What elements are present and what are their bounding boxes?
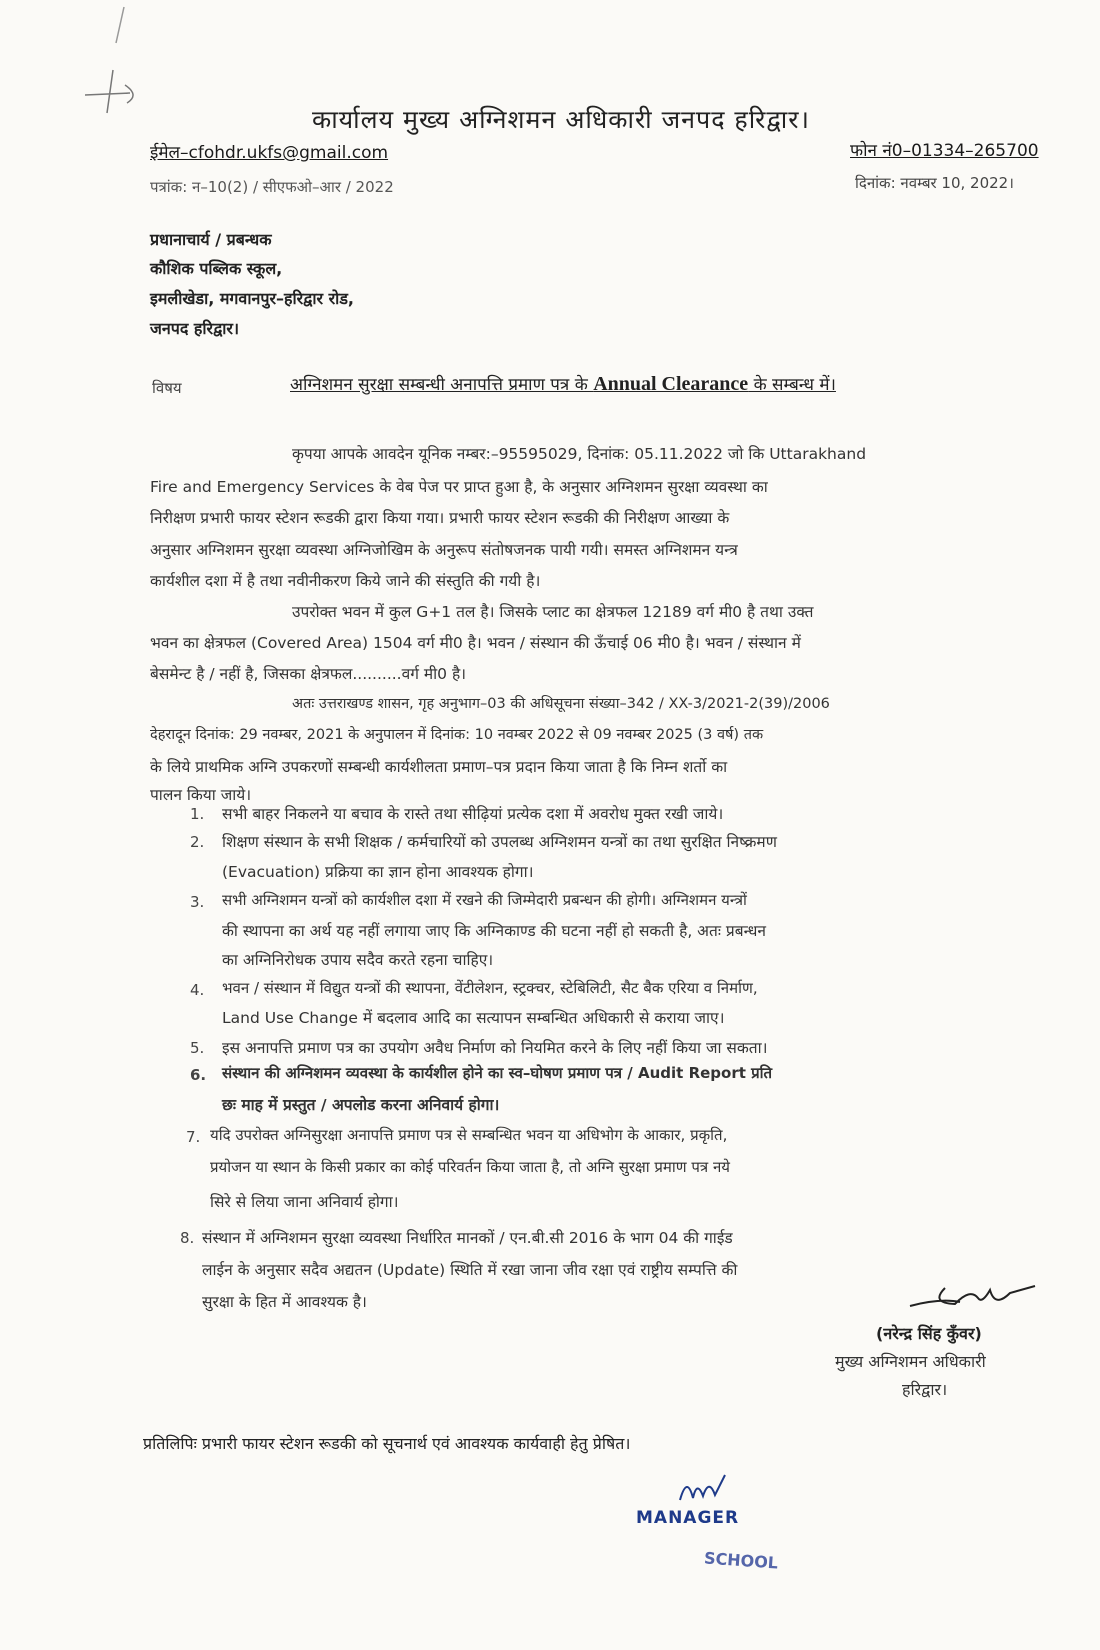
paragraph-line: बेसमेन्ट है / नहीं है, जिसका क्षेत्रफल..........वर्ग मी0 है। bbox=[150, 665, 467, 683]
paragraph-line: निरीक्षण प्रभारी फायर स्टेशन रूडकी द्वारा किया गया। प्रभारी फायर स्टेशन रूडकी की निरीक्षण आख्या के bbox=[150, 509, 730, 527]
paragraph-line: भवन का क्षेत्रफल (Covered Area) 1504 वर्ग मी0 है। भवन / संस्थान की ऊँचाई 06 मी0 है। भवन / संस्थान में bbox=[150, 634, 801, 652]
addressee-line: इमलीखेडा, मगवानपुर–हरिद्वार रोड, bbox=[150, 289, 354, 308]
paragraph-line: अतः उत्तराखण्ड शासन, गृह अनुभाग–03 की अधिसूचना संख्या–342 / XX-3/2021-2(39)/2006 bbox=[292, 696, 830, 712]
condition-number: 2. bbox=[190, 833, 205, 851]
signatory-designation: मुख्य अग्निशमन अधिकारी bbox=[835, 1352, 986, 1371]
addressee-line: जनपद हरिद्वार। bbox=[150, 319, 240, 338]
office-email: ईमेल–cfohdr.ukfs@gmail.com bbox=[150, 143, 389, 163]
condition-line: यदि उपरोक्त अग्निसुरक्षा अनापत्ति प्रमाण पत्र से सम्बन्धित भवन या अधिभोग के आकार, प्रकृति, bbox=[210, 1126, 728, 1144]
paragraph-line: कार्यशील दशा में है तथा नवीनीकरण किये जाने की संस्तुति की गयी है। bbox=[150, 572, 541, 590]
subject-part: के सम्बन्ध में। bbox=[748, 375, 836, 395]
condition-line: इस अनापत्ति प्रमाण पत्र का उपयोग अवैध निर्माण को नियमित करने के लिए नहीं किया जा सकता। bbox=[222, 1039, 768, 1057]
condition-line: भवन / संस्थान में विद्युत यन्त्रों की स्थापना, वेंटीलेशन, स्ट्रक्चर, स्टेबिलिटी, सैट बैक एरिया व निर्माण, bbox=[222, 979, 758, 997]
addressee-line: प्रधानाचार्य / प्रबन्धक bbox=[150, 230, 272, 249]
condition-line: (Evacuation) प्रक्रिया का ज्ञान होना आवश्यक होगा। bbox=[222, 863, 534, 881]
subject-part: अग्निशमन सुरक्षा सम्बन्धी अनापत्ति प्रमाण पत्र के bbox=[290, 375, 594, 395]
stamp-signature-icon bbox=[675, 1470, 735, 1510]
paragraph-line: देहरादून दिनांक: 29 नवम्बर, 2021 के अनुपालन में दिनांक: 10 नवम्बर 2022 से 09 नवम्बर 2025 (3 वर्ष) तक bbox=[150, 727, 764, 743]
condition-line: संस्थान में अग्निशमन सुरक्षा व्यवस्था निर्धारित मानकों / एन.बी.सी 2016 के भाग 04 की गाईड bbox=[202, 1229, 733, 1247]
condition-line: सिरे से लिया जाना अनिवार्य होगा। bbox=[210, 1193, 399, 1211]
paragraph-line: के लिये प्राथमिक अग्नि उपकरणों सम्बन्धी कार्यशीलता प्रमाण–पत्र प्रदान किया जाता है कि निम्न शर्तो का bbox=[150, 758, 728, 776]
signatory-place: हरिद्वार। bbox=[902, 1380, 948, 1399]
condition-number: 6. bbox=[190, 1066, 207, 1084]
subject-label: विषय bbox=[152, 379, 182, 397]
condition-line: Land Use Change में बदलाव आदि का सत्यापन सम्बन्धित अधिकारी से कराया जाए। bbox=[222, 1009, 725, 1027]
copy-to-note: प्रतिलिपिः प्रभारी फायर स्टेशन रूडकी को सूचनार्थ एवं आवश्यक कार्यवाही हेतु प्रेषित। bbox=[143, 1434, 631, 1453]
condition-line: सुरक्षा के हित में आवश्यक है। bbox=[202, 1293, 367, 1311]
condition-line: शिक्षण संस्थान के सभी शिक्षक / कर्मचारियों को उपलब्ध अग्निशमन यन्त्रों का तथा सुरक्षित निष्क्रमण bbox=[222, 833, 777, 851]
paragraph-line: उपरोक्त भवन में कुल G+1 तल है। जिसके प्लाट का क्षेत्रफल 12189 वर्ग मी0 है तथा उक्त bbox=[292, 603, 814, 621]
condition-line: छः माह में प्रस्तुत / अपलोड करना अनिवार्य होगा। bbox=[222, 1096, 500, 1114]
pencil-mark-icon bbox=[85, 65, 145, 125]
letter-date: दिनांक: नवम्बर 10, 2022। bbox=[855, 174, 1014, 192]
addressee-line: कौशिक पब्लिक स्कूल, bbox=[150, 259, 283, 278]
condition-number: 8. bbox=[180, 1229, 195, 1247]
pencil-stroke-icon bbox=[110, 5, 130, 45]
reference-number: पत्रांक: न–10(2) / सीएफओ–आर / 2022 bbox=[150, 178, 394, 196]
condition-line: संस्थान की अग्निशमन व्यवस्था के कार्यशील होने का स्व–घोषण प्रमाण पत्र / Audit Report प्रति bbox=[222, 1064, 773, 1082]
condition-number: 1. bbox=[190, 805, 205, 823]
paragraph-line: कृपया आपके आवदेन यूनिक नम्बर:–95595029, दिनांक: 05.11.2022 जो कि Uttarakhand bbox=[292, 445, 867, 463]
manager-stamp: MANAGER bbox=[636, 1508, 740, 1528]
condition-number: 5. bbox=[190, 1039, 205, 1057]
condition-number: 7. bbox=[186, 1128, 201, 1146]
condition-line: प्रयोजन या स्थान के किसी प्रकार का कोई परिवर्तन किया जाता है, तो अग्नि सुरक्षा प्रमाण पत्र नये bbox=[210, 1158, 730, 1176]
office-phone: फोन नं0–01334–265700 bbox=[850, 141, 1039, 161]
school-stamp: SCHOOL bbox=[703, 1548, 779, 1573]
signatory-name: (नरेन्द्र सिंह कुँवर) bbox=[876, 1324, 982, 1343]
paragraph-line: पालन किया जाये। bbox=[150, 786, 252, 804]
condition-number: 3. bbox=[190, 893, 205, 911]
subject-text bbox=[290, 372, 836, 396]
condition-line: सभी बाहर निकलने या बचाव के रास्ते तथा सीढ़ियां प्रत्येक दशा में अवरोध मुक्त रखी जाये। bbox=[222, 805, 724, 823]
subject-bold: Annual Clearance bbox=[593, 373, 749, 395]
office-title: कार्यालय मुख्य अग्निशमन अधिकारी जनपद हरिद्वार। bbox=[312, 105, 810, 134]
paragraph-line: Fire and Emergency Services के वेब पेज पर प्राप्त हुआ है, के अनुसार अग्निशमन सुरक्षा व्यवस्था का bbox=[150, 478, 768, 496]
signature-scribble-icon bbox=[900, 1268, 1040, 1318]
condition-line: सभी अग्निशमन यन्त्रों को कार्यशील दशा में रखने की जिम्मेदारी प्रबन्धन की होगी। अग्निशमन यन्त्रों bbox=[222, 891, 747, 909]
paragraph-line: अनुसार अग्निशमन सुरक्षा व्यवस्था अग्निजोखिम के अनुरूप संतोषजनक पायी गयी। समस्त अग्निशमन यन्त्र bbox=[150, 541, 738, 559]
condition-line: लाईन के अनुसार सदैव अद्यतन (Update) स्थिति में रखा जाना जीव रक्षा एवं राष्ट्रीय सम्पत्ति की bbox=[202, 1261, 738, 1279]
condition-line: की स्थापना का अर्थ यह नहीं लगाया जाए कि अग्निकाण्ड की घटना नहीं हो सकती है, अतः प्रबन्धन bbox=[222, 922, 767, 940]
condition-number: 4. bbox=[190, 981, 205, 999]
condition-line: का अग्निनिरोधक उपाय सदैव करते रहना चाहिए। bbox=[222, 951, 494, 969]
